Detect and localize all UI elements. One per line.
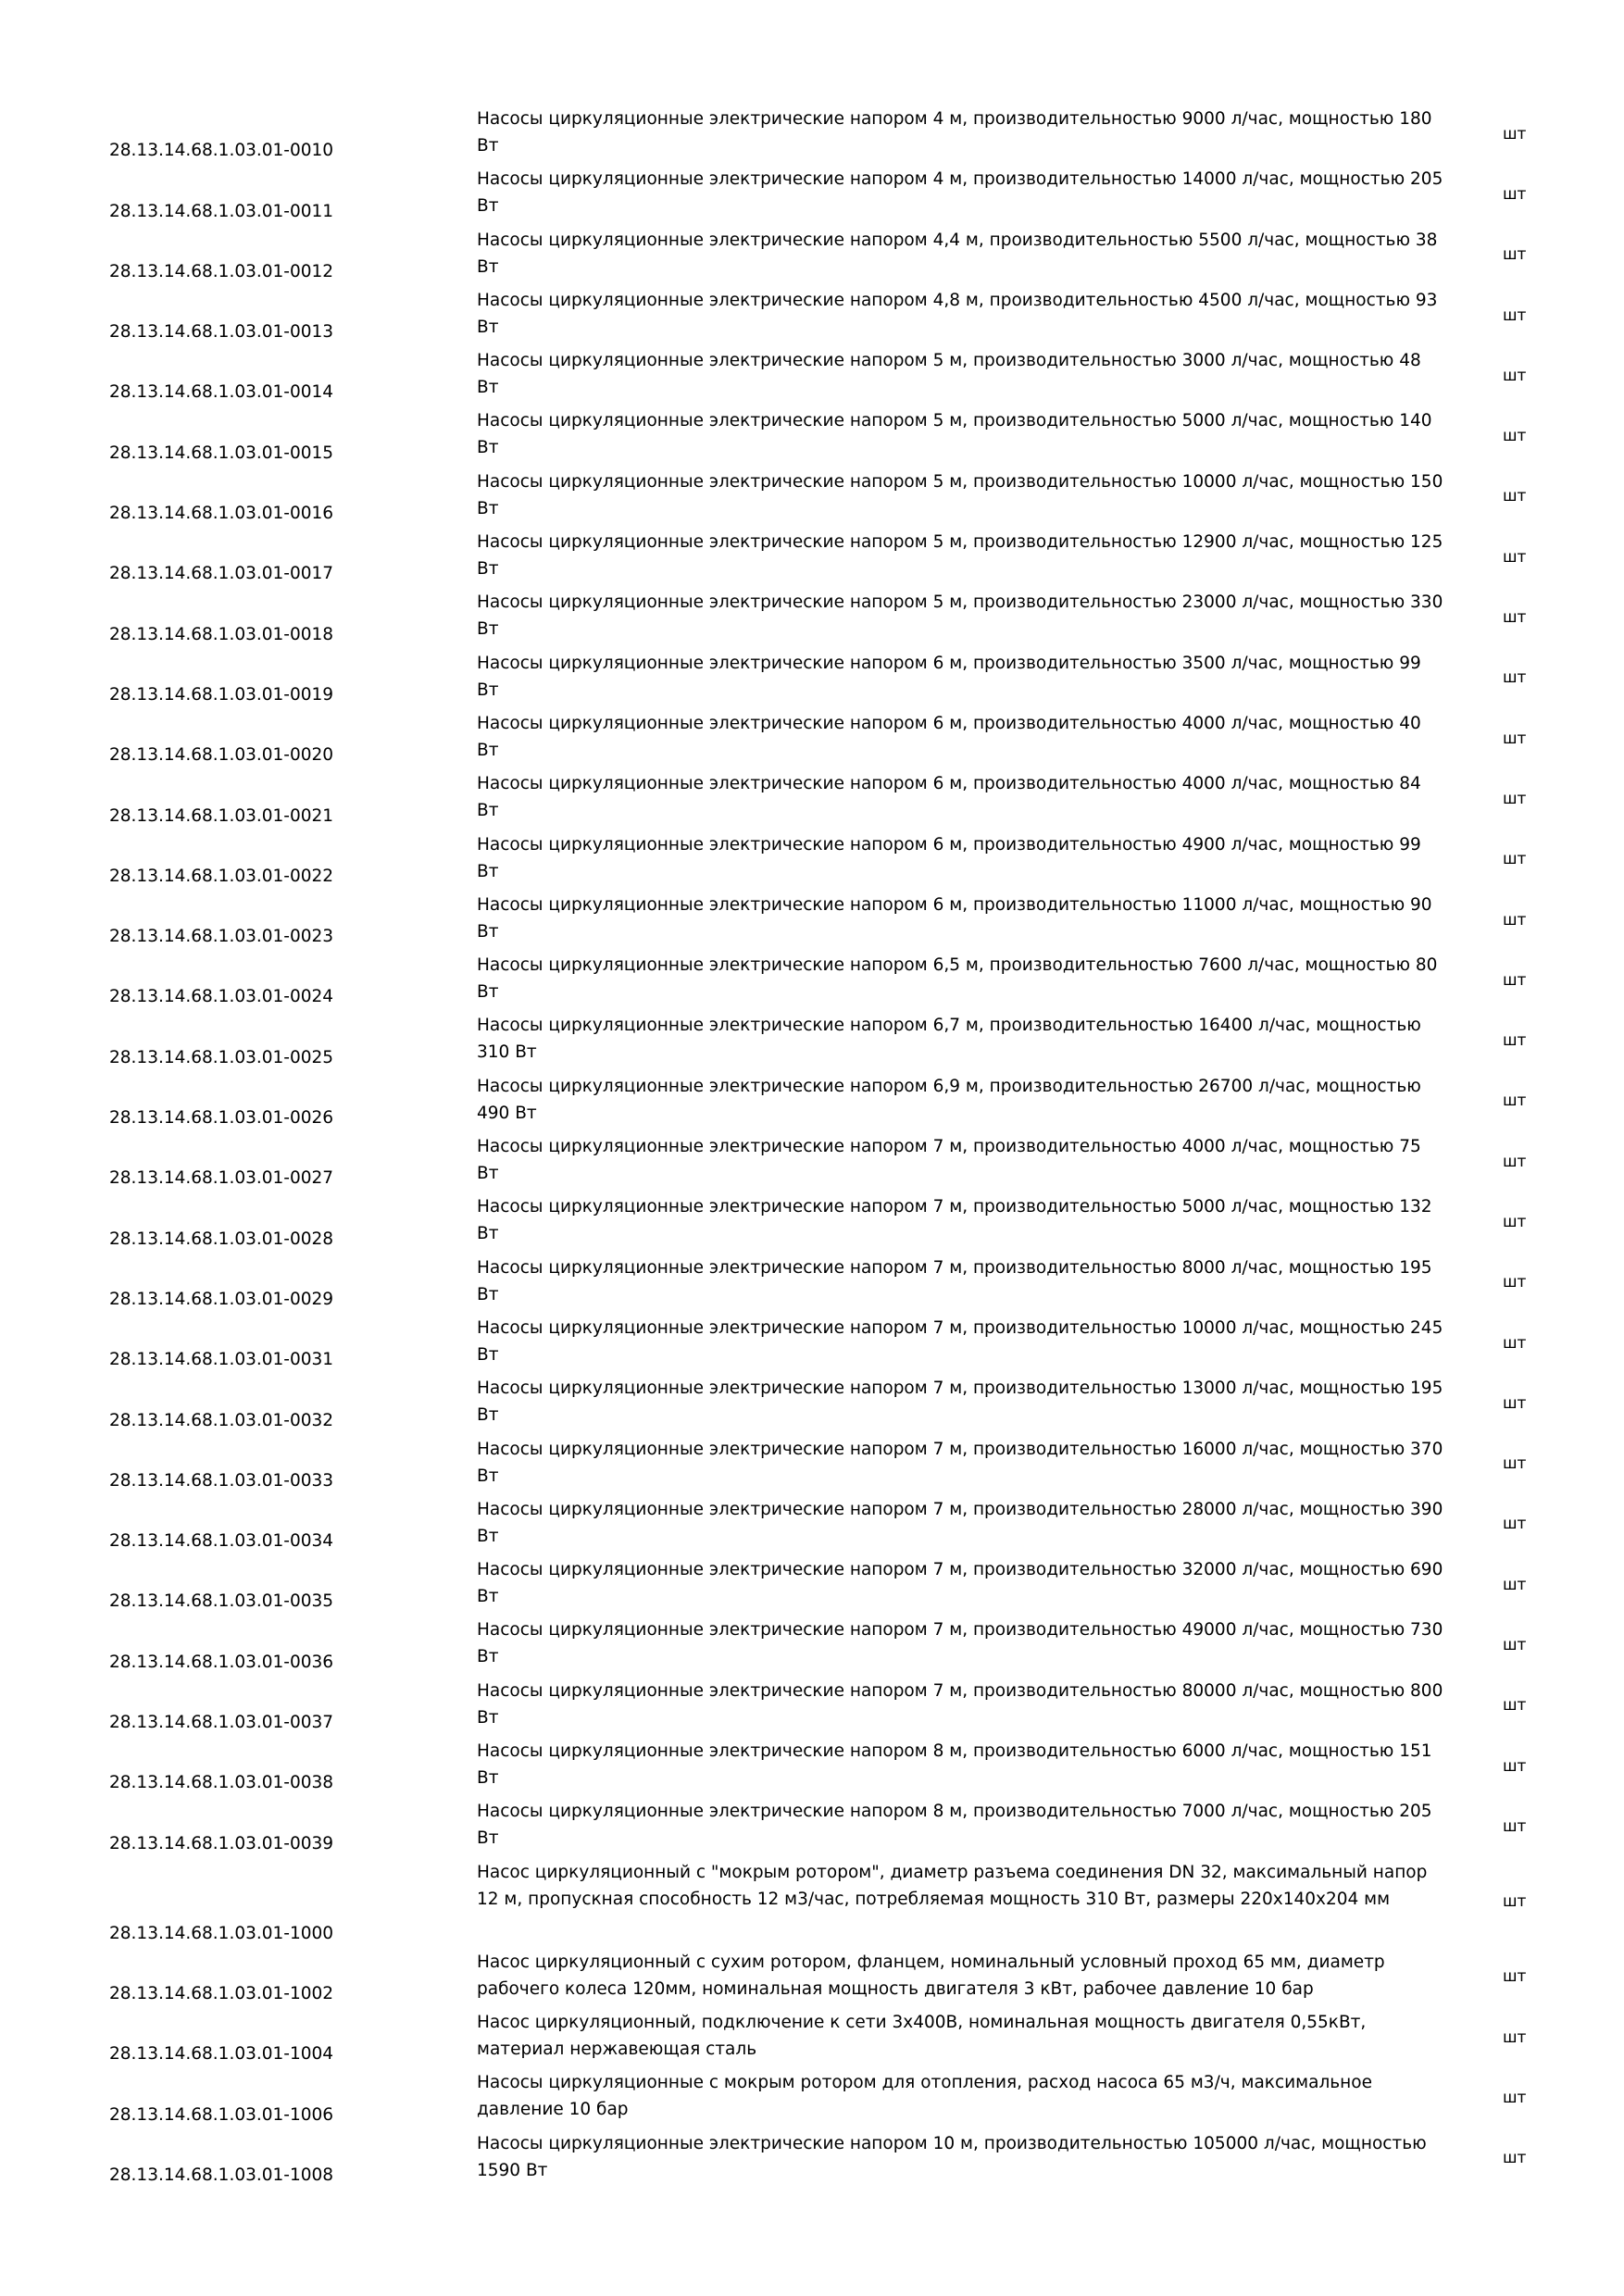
table-row xyxy=(109,589,1554,649)
resource-code: 28.13.14.68.1.03.01-0014 xyxy=(109,382,334,403)
resource-description: Насосы циркуляционные электрические напором 5 м, производительностью 23000 л/час, мощностью 330 Вт xyxy=(477,593,1443,640)
unit-of-measure: шт xyxy=(1503,1393,1527,1413)
resource-description: Насосы циркуляционные электрические напором 7 м, производительностью 13000 л/час, мощностью 195 Вт xyxy=(477,1379,1443,1426)
unit-of-measure: шт xyxy=(1503,366,1527,385)
resource-code: 28.13.14.68.1.03.01-0021 xyxy=(109,805,334,826)
resource-code: 28.13.14.68.1.03.01-1000 xyxy=(109,1923,334,1943)
unit-of-measure: шт xyxy=(1503,789,1527,808)
unit-of-measure: шт xyxy=(1503,1092,1527,1111)
resource-description: Насосы циркуляционные электрические напором 4,8 м, производительностью 4500 л/час, мощностью 93 Вт xyxy=(477,290,1438,337)
resource-description: Насосы циркуляционные электрические напором 6 м, производительностью 11000 л/час, мощностью 90 Вт xyxy=(477,894,1432,942)
unit-of-measure: шт xyxy=(1503,1212,1527,1231)
resource-code: 28.13.14.68.1.03.01-0011 xyxy=(109,201,334,221)
table-row xyxy=(109,1798,1554,1858)
unit-of-measure: шт xyxy=(1503,1333,1527,1353)
resource-code: 28.13.14.68.1.03.01-0027 xyxy=(109,1168,334,1189)
resource-description: Насосы циркуляционные электрические напором 7 м, производительностью 28000 л/час, мощностью 390 Вт xyxy=(477,1499,1443,1546)
unit-of-measure: шт xyxy=(1503,427,1527,446)
unit-of-measure: шт xyxy=(1503,487,1527,506)
table-row xyxy=(109,1556,1554,1616)
unit-of-measure: шт xyxy=(1503,1967,1527,1987)
resource-description: Насосы циркуляционные электрические напором 7 м, производительностью 8000 л/час, мощностью 195 Вт xyxy=(477,1257,1432,1304)
table-row xyxy=(109,710,1554,770)
resource-code: 28.13.14.68.1.03.01-0018 xyxy=(109,624,334,644)
unit-of-measure: шт xyxy=(1503,2088,1527,2107)
table-row xyxy=(109,1616,1554,1677)
resource-description: Насосы циркуляционные электрические напором 6 м, производительностью 3500 л/час, мощностью 99 Вт xyxy=(477,653,1421,700)
table-row xyxy=(109,1436,1554,1496)
resource-code: 28.13.14.68.1.03.01-0023 xyxy=(109,927,334,947)
resource-description: Насосы циркуляционные электрические напором 6 м, производительностью 4000 л/час, мощностью 84 Вт xyxy=(477,774,1421,821)
table-row xyxy=(109,1738,1554,1798)
resource-code: 28.13.14.68.1.03.01-0036 xyxy=(109,1652,334,1672)
unit-of-measure: шт xyxy=(1503,668,1527,688)
resource-description: Насос циркуляционный с сухим ротором, фланцем, номинальный условный проход 65 мм, диаметр рабочего колеса 120мм, номинальная мощность двигателя 3 кВт, рабочее давление 10 бар xyxy=(477,1952,1385,1999)
resource-code: 28.13.14.68.1.03.01-0024 xyxy=(109,987,334,1007)
table-row xyxy=(109,1133,1554,1193)
resource-description: Насос циркуляционный, подключение к сети 3х400В, номинальная мощность двигателя 0,55кВт, материал нержавеющая сталь xyxy=(477,2012,1367,2059)
resource-description: Насосы циркуляционные электрические напором 7 м, производительностью 5000 л/час, мощностью 132 Вт xyxy=(477,1197,1432,1244)
resource-code: 28.13.14.68.1.03.01-0020 xyxy=(109,745,334,766)
table-row xyxy=(109,1073,1554,1133)
table-row xyxy=(109,287,1554,347)
resource-description: Насосы циркуляционные электрические напором 5 м, производительностью 10000 л/час, мощностью 150 Вт xyxy=(477,471,1443,518)
resource-code: 28.13.14.68.1.03.01-1004 xyxy=(109,2044,334,2065)
unit-of-measure: шт xyxy=(1503,124,1527,144)
resource-description: Насосы циркуляционные электрические напором 7 м, производительностью 32000 л/час, мощностью 690 Вт xyxy=(477,1560,1443,1607)
table-row xyxy=(109,1193,1554,1254)
resource-code: 28.13.14.68.1.03.01-1008 xyxy=(109,2165,334,2185)
resource-description: Насосы циркуляционные электрические напором 7 м, производительностью 49000 л/час, мощностью 730 Вт xyxy=(477,1620,1443,1667)
table-row xyxy=(109,166,1554,226)
resource-code: 28.13.14.68.1.03.01-0015 xyxy=(109,443,334,463)
unit-of-measure: шт xyxy=(1503,1515,1527,1534)
resource-description: Насосы циркуляционные электрические напором 8 м, производительностью 6000 л/час, мощностью 151 Вт xyxy=(477,1741,1432,1789)
table-row xyxy=(109,952,1554,1012)
table-row xyxy=(109,892,1554,952)
resource-description: Насосы циркуляционные электрические напором 10 м, производительностью 105000 л/час, мощностью 1590 Вт xyxy=(477,2133,1427,2180)
unit-of-measure: шт xyxy=(1503,1756,1527,1776)
unit-of-measure: шт xyxy=(1503,729,1527,748)
unit-of-measure: шт xyxy=(1503,850,1527,869)
resource-code: 28.13.14.68.1.03.01-0012 xyxy=(109,261,334,281)
resource-code: 28.13.14.68.1.03.01-1006 xyxy=(109,2104,334,2125)
resource-description: Насосы циркуляционные электрические напором 7 м, производительностью 4000 л/час, мощностью 75 Вт xyxy=(477,1137,1421,1184)
resource-description: Насосы циркуляционные электрические напором 8 м, производительностью 7000 л/час, мощностью 205 Вт xyxy=(477,1802,1432,1849)
resource-code: 28.13.14.68.1.03.01-0035 xyxy=(109,1591,334,1612)
table-row xyxy=(109,347,1554,407)
resource-code: 28.13.14.68.1.03.01-0038 xyxy=(109,1773,334,1793)
unit-of-measure: шт xyxy=(1503,2149,1527,2168)
table-row xyxy=(109,831,1554,892)
unit-of-measure: шт xyxy=(1503,970,1527,990)
table-row xyxy=(109,1012,1554,1072)
resource-code: 28.13.14.68.1.03.01-0013 xyxy=(109,322,334,343)
resource-description: Насосы циркуляционные электрические напором 6,9 м, производительностью 26700 л/час, мощностью 490 Вт xyxy=(477,1076,1421,1123)
resource-code: 28.13.14.68.1.03.01-0017 xyxy=(109,564,334,584)
table-row xyxy=(109,529,1554,589)
table-row xyxy=(109,2009,1554,2069)
unit-of-measure: шт xyxy=(1503,1892,1527,1912)
unit-of-measure: шт xyxy=(1503,1454,1527,1474)
resource-description: Насосы циркуляционные электрические напором 5 м, производительностью 3000 л/час, мощностью 48 Вт xyxy=(477,351,1421,398)
table-row xyxy=(109,468,1554,529)
table-row xyxy=(109,1375,1554,1435)
resource-code: 28.13.14.68.1.03.01-0039 xyxy=(109,1833,334,1853)
table-row xyxy=(109,1496,1554,1556)
table-row xyxy=(109,770,1554,830)
table-row xyxy=(109,2069,1554,2129)
unit-of-measure: шт xyxy=(1503,1273,1527,1292)
unit-of-measure: шт xyxy=(1503,608,1527,628)
resource-code: 28.13.14.68.1.03.01-0019 xyxy=(109,684,334,705)
unit-of-measure: шт xyxy=(1503,547,1527,567)
resource-description: Насосы циркуляционные электрические напором 4 м, производительностью 14000 л/час, мощностью 205 Вт xyxy=(477,169,1443,217)
resource-catalog-table xyxy=(109,106,1554,2190)
table-row xyxy=(109,227,1554,287)
resource-code: 28.13.14.68.1.03.01-0028 xyxy=(109,1229,334,1249)
resource-description: Насосы циркуляционные электрические напором 4 м, производительностью 9000 л/час, мощностью 180 Вт xyxy=(477,109,1432,156)
resource-code: 28.13.14.68.1.03.01-0032 xyxy=(109,1410,334,1430)
unit-of-measure: шт xyxy=(1503,1152,1527,1171)
resource-code: 28.13.14.68.1.03.01-0033 xyxy=(109,1470,334,1491)
resource-code: 28.13.14.68.1.03.01-0029 xyxy=(109,1289,334,1309)
unit-of-measure: шт xyxy=(1503,1575,1527,1594)
unit-of-measure: шт xyxy=(1503,306,1527,325)
resource-code: 28.13.14.68.1.03.01-0025 xyxy=(109,1047,334,1067)
unit-of-measure: шт xyxy=(1503,1636,1527,1655)
resource-code: 28.13.14.68.1.03.01-0037 xyxy=(109,1713,334,1733)
resource-description: Насосы циркуляционные электрические напором 6,7 м, производительностью 16400 л/час, мощностью 310 Вт xyxy=(477,1016,1421,1063)
resource-code: 28.13.14.68.1.03.01-0016 xyxy=(109,504,334,524)
resource-description: Насосы циркуляционные электрические напором 6 м, производительностью 4000 л/час, мощностью 40 Вт xyxy=(477,713,1421,760)
unit-of-measure: шт xyxy=(1503,1031,1527,1051)
resource-code: 28.13.14.68.1.03.01-0031 xyxy=(109,1350,334,1370)
resource-description: Насосы циркуляционные электрические напором 6 м, производительностью 4900 л/час, мощностью 99 Вт xyxy=(477,834,1421,881)
resource-code: 28.13.14.68.1.03.01-0022 xyxy=(109,866,334,886)
unit-of-measure: шт xyxy=(1503,910,1527,930)
resource-description: Насосы циркуляционные электрические напором 7 м, производительностью 10000 л/час, мощностью 245 Вт xyxy=(477,1317,1443,1365)
resource-code: 28.13.14.68.1.03.01-0034 xyxy=(109,1531,334,1552)
unit-of-measure: шт xyxy=(1503,245,1527,265)
table-row xyxy=(109,106,1554,166)
resource-description: Насосы циркуляционные с мокрым ротором для отопления, расход насоса 65 м3/ч, максимальное давление 10 бар xyxy=(477,2073,1372,2120)
unit-of-measure: шт xyxy=(1503,1816,1527,1836)
table-row xyxy=(109,1949,1554,2009)
table-row xyxy=(109,2130,1554,2190)
resource-description: Насосы циркуляционные электрические напором 4,4 м, производительностью 5500 л/час, мощностью 38 Вт xyxy=(477,230,1438,277)
unit-of-measure: шт xyxy=(1503,184,1527,204)
unit-of-measure: шт xyxy=(1503,1696,1527,1716)
resource-description: Насосы циркуляционные электрические напором 5 м, производительностью 5000 л/час, мощностью 140 Вт xyxy=(477,411,1432,458)
table-row xyxy=(109,1678,1554,1738)
resource-description: Насос циркуляционный с "мокрым ротором", диаметр разъема соединения DN 32, максимальный напор 12 м, пропускная способность 12 м3/час, потребляемая мощность 310 Вт, размеры 220х140х204 мм xyxy=(477,1862,1428,1909)
table-row xyxy=(109,407,1554,468)
table-row xyxy=(109,650,1554,710)
resource-description: Насосы циркуляционные электрические напором 5 м, производительностью 12900 л/час, мощностью 125 Вт xyxy=(477,532,1443,580)
table-row xyxy=(109,1859,1554,1949)
resource-code: 28.13.14.68.1.03.01-0026 xyxy=(109,1108,334,1129)
resource-code: 28.13.14.68.1.03.01-1002 xyxy=(109,1983,334,2003)
table-row xyxy=(109,1315,1554,1375)
resource-description: Насосы циркуляционные электрические напором 7 м, производительностью 16000 л/час, мощностью 370 Вт xyxy=(477,1439,1443,1486)
resource-code: 28.13.14.68.1.03.01-0010 xyxy=(109,141,334,161)
resource-description: Насосы циркуляционные электрические напором 6,5 м, производительностью 7600 л/час, мощностью 80 Вт xyxy=(477,955,1438,1003)
resource-description: Насосы циркуляционные электрические напором 7 м, производительностью 80000 л/час, мощностью 800 Вт xyxy=(477,1680,1443,1728)
unit-of-measure: шт xyxy=(1503,2028,1527,2047)
table-row xyxy=(109,1254,1554,1315)
